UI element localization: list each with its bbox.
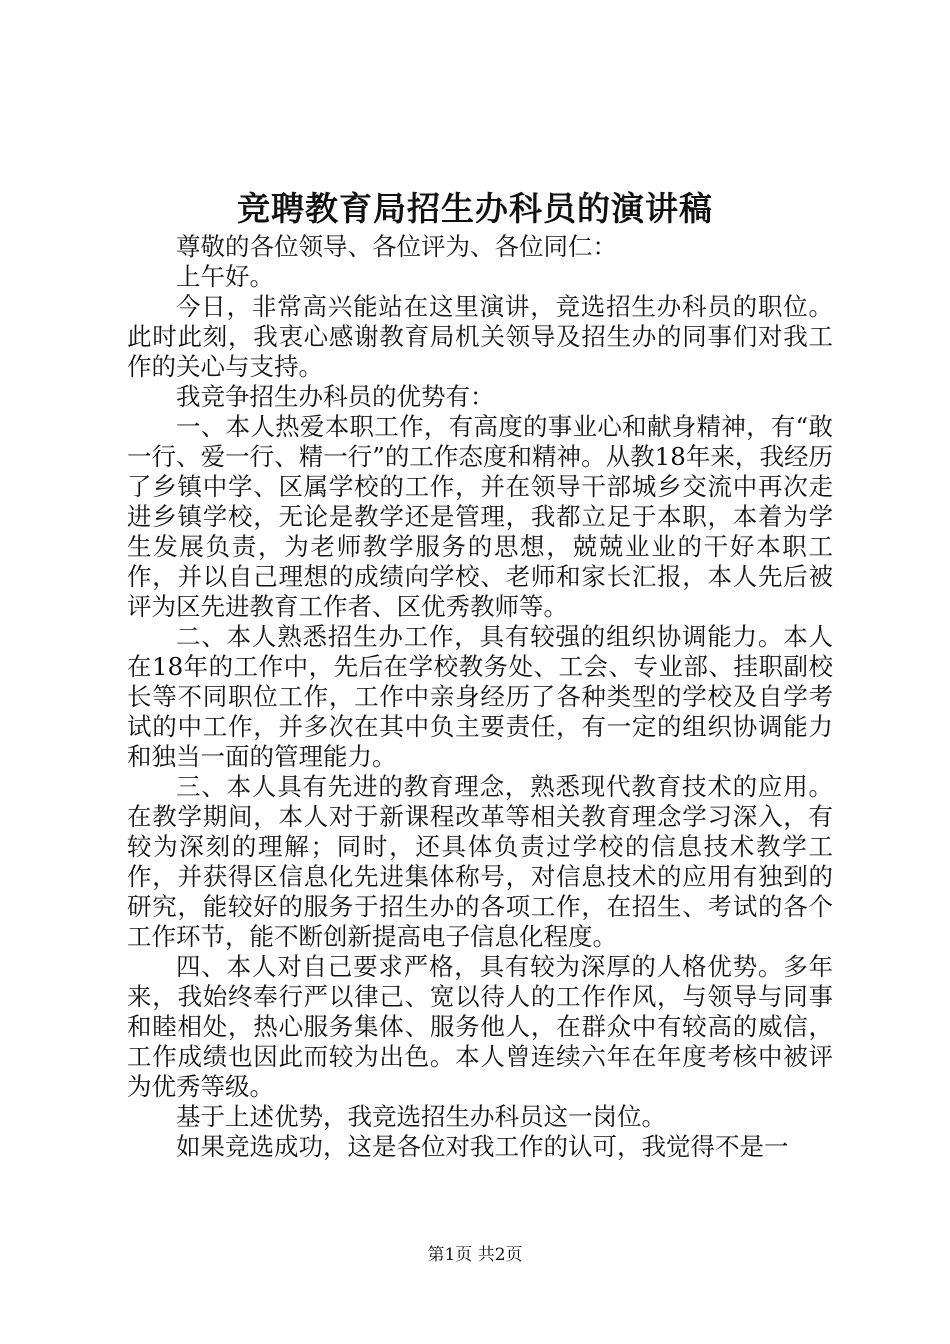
paragraph-advantages-heading: 我竞争招生办科员的优势有： [176,382,495,411]
paragraph-intro: 今日，非常高兴能站在这里演讲，竞选招生办科员的职位。此时此刻，我衷心感谢教育局机关领导及招生办的同事们对我工作的关心与支持。 [127,292,833,381]
page-number-footer: 第1页 共2页 [427,1245,523,1265]
paragraph-advantage-four: 四、本人对自己要求严格，具有较为深厚的人格优势。多年来，我始终奉行严以律己、宽以待人的工作作风，与领导与同事和睦相处，热心服务集体、服务他人，在群众中有较高的威信，工作成绩也因此而较为出色。本人曾连续六年在年度考核中被评为优秀等级。 [127,952,833,1101]
paragraph-advantage-two: 二、本人熟悉招生办工作，具有较强的组织协调能力。本人在18年的工作中，先后在学校教务处、工会、专业部、挂职副校长等不同职位工作，工作中亲身经历了各种类型的学校及自学考试的中工作，并多次在其中负主要责任，有一定的组织协调能力和独当一面的管理能力。 [127,622,833,771]
paragraph-advantage-three: 三、本人具有先进的教育理念，熟悉现代教育技术的应用。在教学期间，本人对于新课程改革等相关教育理念学习深入，有较为深刻的理解；同时，还具体负责过学校的信息技术教学工作，并获得区信息化先进集体称号，对信息技术的应用有独到的研究，能较好的服务于招生办的各项工作，在招生、考试的各个工作环节，能不断创新提高电子信息化程度。 [127,772,833,951]
paragraph-summary: 基于上述优势，我竞选招生办科员这一岗位。 [176,1102,666,1131]
paragraph-greeting: 上午好。 [176,262,274,291]
document-title: 竞聘教育局招生办科员的演讲稿 [237,189,713,228]
paragraph-closing-start: 如果竞选成功，这是各位对我工作的认可，我觉得不是一 [176,1132,789,1161]
paragraph-advantage-one: 一、本人热爱本职工作，有高度的事业心和献身精神，有“敢一行、爱一行、精一行”的工作态度和精神。从教18年来，我经历了乡镇中学、区属学校的工作，并在领导干部城乡交流中再次走进乡镇学校，无论是教学还是管理，我都立足于本职，本着为学生发展负责，为老师教学服务的思想，兢兢业业的干好本职工作，并以自己理想的成绩向学校、老师和家长汇报，本人先后被评为区先进教育工作者、区优秀教师等。 [127,412,833,621]
paragraph-salutation: 尊敬的各位领导、各位评为、各位同仁： [176,232,617,261]
document-body [127,232,833,1162]
